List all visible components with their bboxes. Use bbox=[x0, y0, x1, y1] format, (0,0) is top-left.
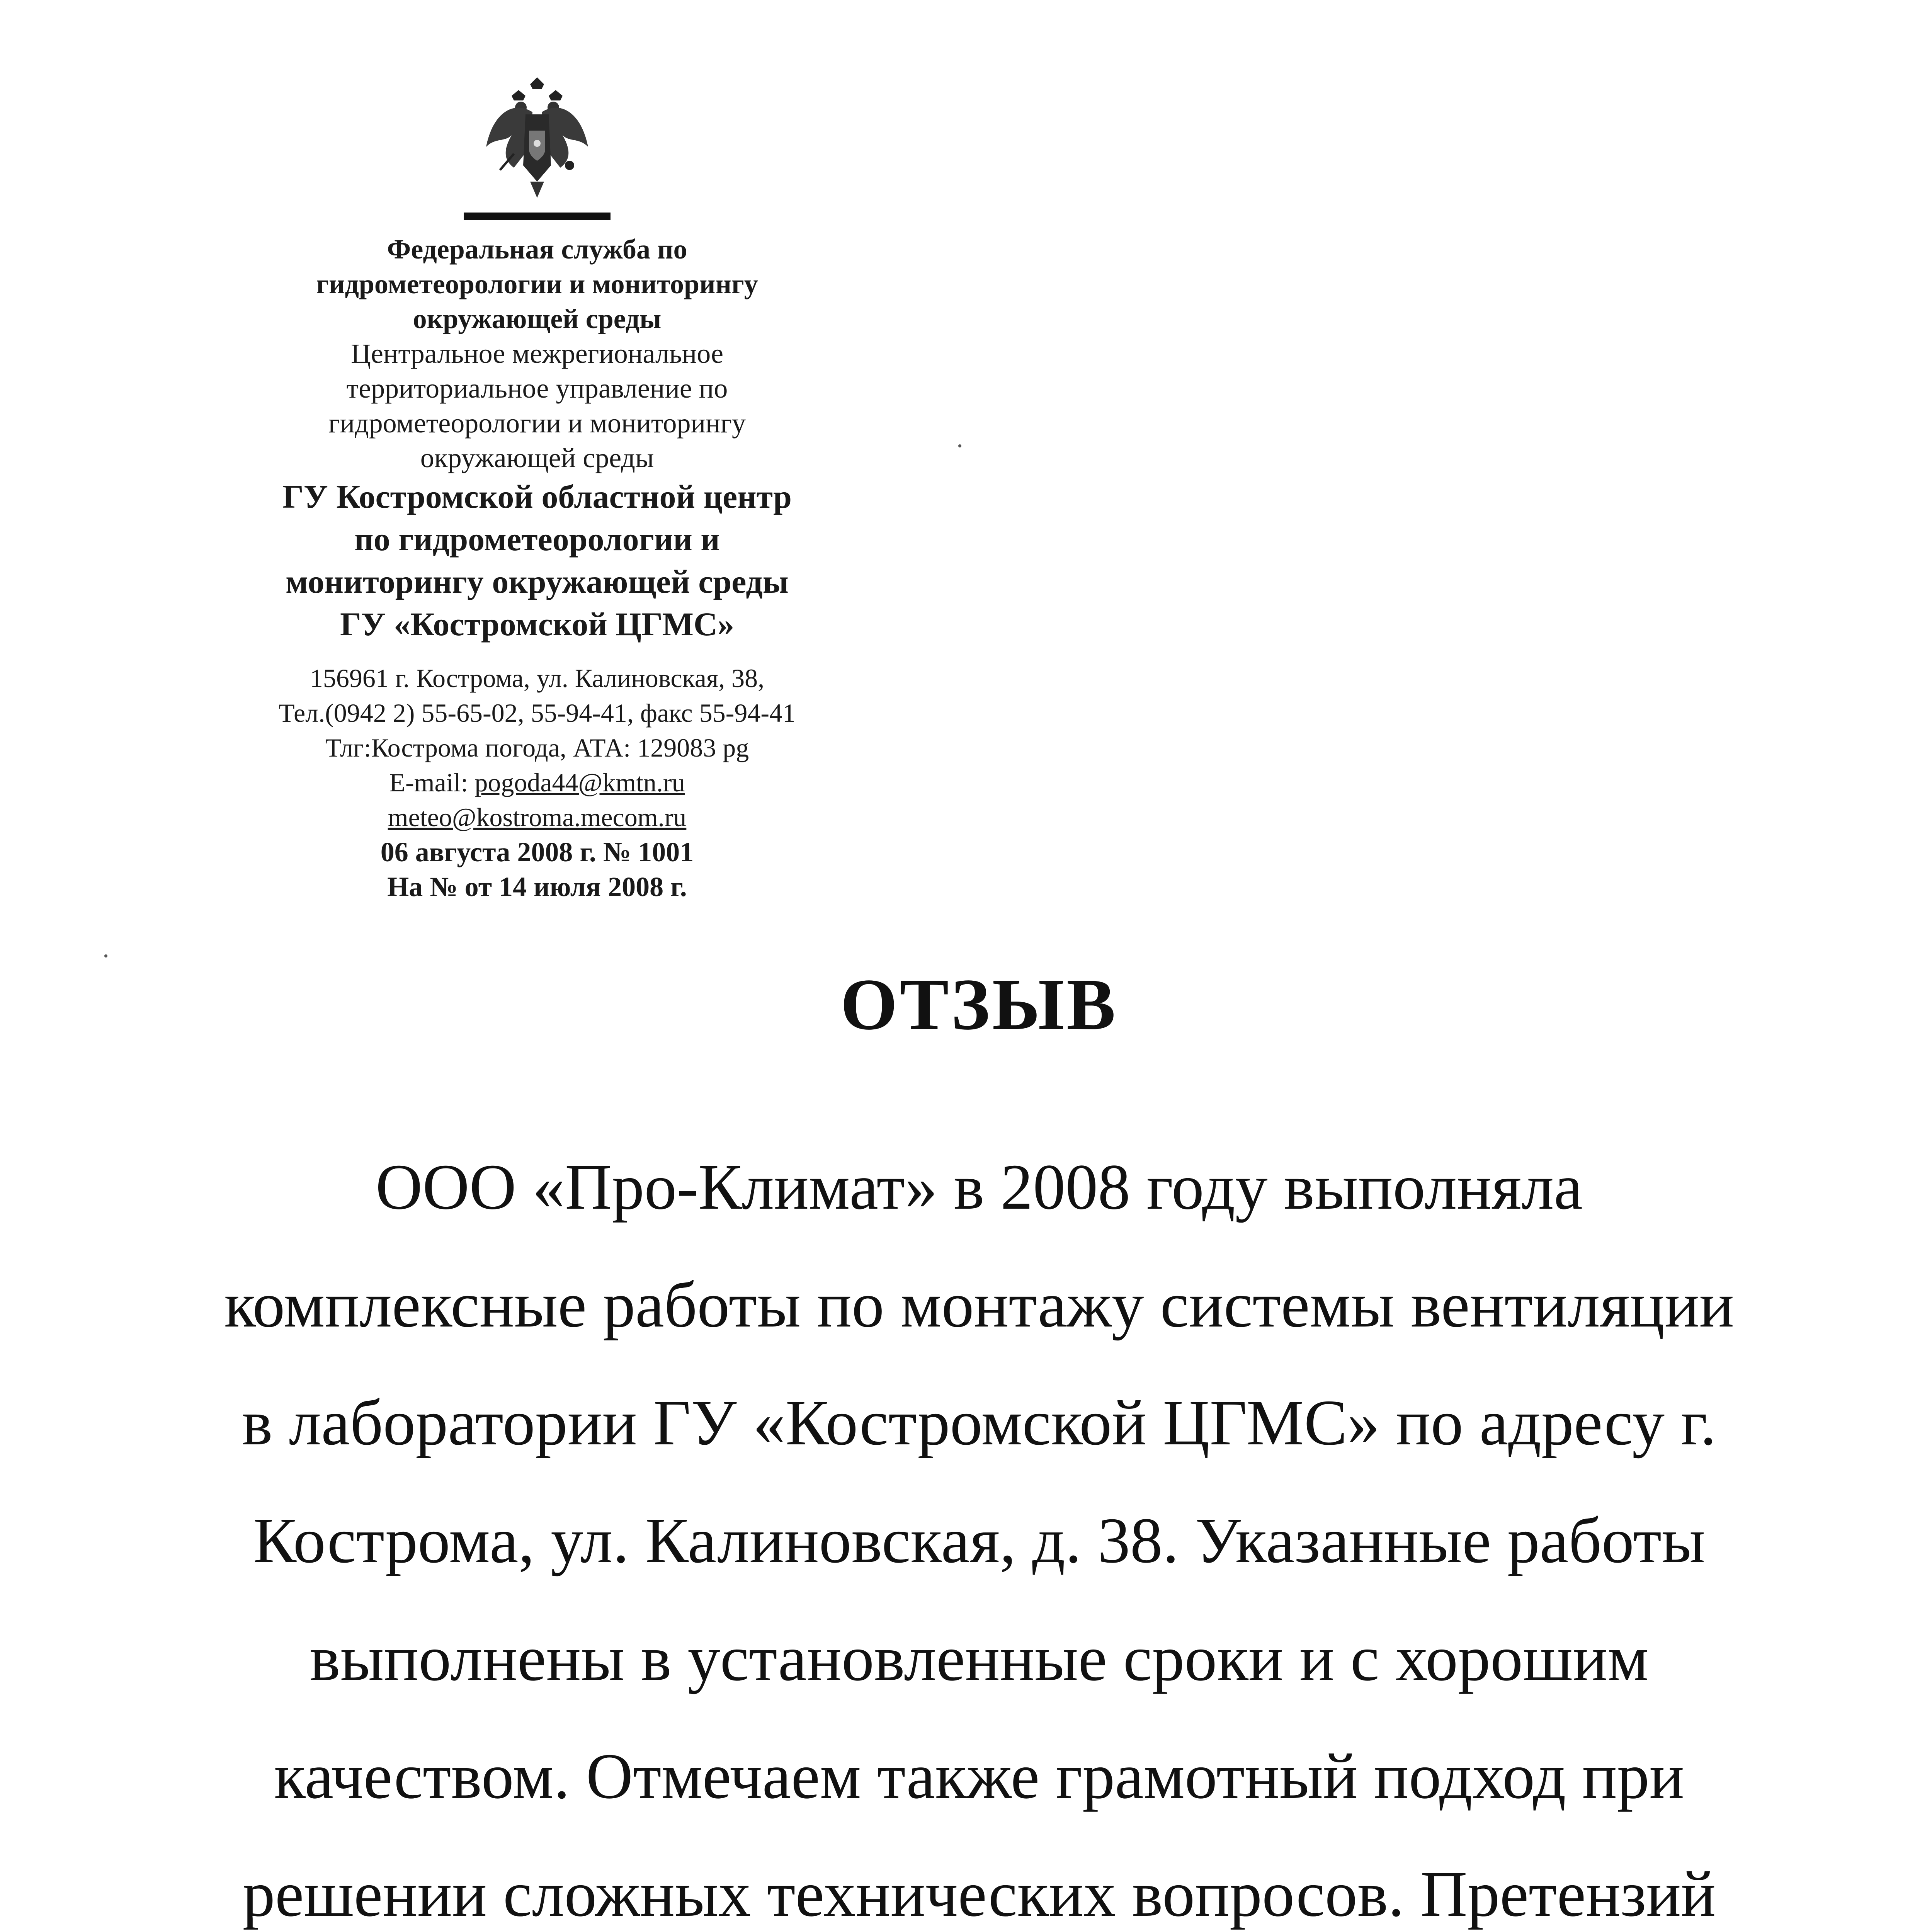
agency-line: окружающей среды bbox=[420, 442, 654, 473]
body-line: выполнены в установленные сроки и с хорошим bbox=[310, 1622, 1649, 1694]
emblem-underline bbox=[464, 213, 611, 220]
agency-line: Центральное межрегиональное bbox=[350, 338, 724, 369]
telegraph-line: Тлг:Кострома погода, АТА: 129083 pg bbox=[325, 733, 749, 762]
org-name-line: мониторингу окружающей среды bbox=[286, 563, 789, 600]
org-name-line: ГУ Костромской областной центр bbox=[282, 478, 792, 515]
scan-speck bbox=[958, 444, 961, 447]
email-label: E-mail: bbox=[389, 768, 475, 797]
body-line: Кострома, ул. Калиновская, д. 38. Указанные работы bbox=[253, 1505, 1705, 1577]
spacer bbox=[209, 645, 866, 661]
document-body bbox=[193, 1128, 1765, 1932]
org-name-line: ГУ «Костромской ЦГМС» bbox=[340, 605, 735, 643]
agency-line: гидрометеорологии и мониторингу bbox=[328, 408, 746, 439]
agency-line: Федеральная служба по bbox=[387, 234, 687, 265]
body-line: решении сложных технических вопросов. Претензий bbox=[242, 1858, 1716, 1930]
email-link-2[interactable]: meteo@kostroma.mecom.ru bbox=[388, 803, 687, 832]
address-line: 156961 г. Кострома, ул. Калиновская, 38, bbox=[310, 663, 765, 693]
document-date-number: 06 августа 2008 г. № 1001 bbox=[380, 837, 694, 867]
agency-line: территориальное управление по bbox=[346, 373, 728, 404]
coat-of-arms-emblem bbox=[479, 77, 595, 205]
reference-line: На № от 14 июля 2008 г. bbox=[387, 871, 687, 902]
body-line: комплексные работы по монтажу системы вентиляции bbox=[224, 1269, 1734, 1341]
email-link-1[interactable]: pogoda44@kmtn.ru bbox=[474, 768, 685, 797]
letterhead bbox=[209, 77, 866, 904]
body-line: в лаборатории ГУ «Костромской ЦГМС» по адресу г. bbox=[242, 1387, 1716, 1459]
agency-line: окружающей среды bbox=[413, 303, 662, 334]
body-line: качеством. Отмечаем также грамотный подход при bbox=[274, 1740, 1684, 1812]
email-line bbox=[209, 765, 866, 800]
document-title: ОТЗЫВ bbox=[840, 964, 1118, 1045]
phone-line: Тел.(0942 2) 55-65-02, 55-94-41, факс 55-94-41 bbox=[279, 698, 796, 728]
org-name-line: по гидрометеорологии и bbox=[354, 520, 720, 558]
agency-line: гидрометеорологии и мониторингу bbox=[316, 269, 758, 299]
body-line: ООО «Про-Климат» в 2008 году выполняла bbox=[376, 1151, 1583, 1223]
scan-speck bbox=[104, 954, 107, 957]
